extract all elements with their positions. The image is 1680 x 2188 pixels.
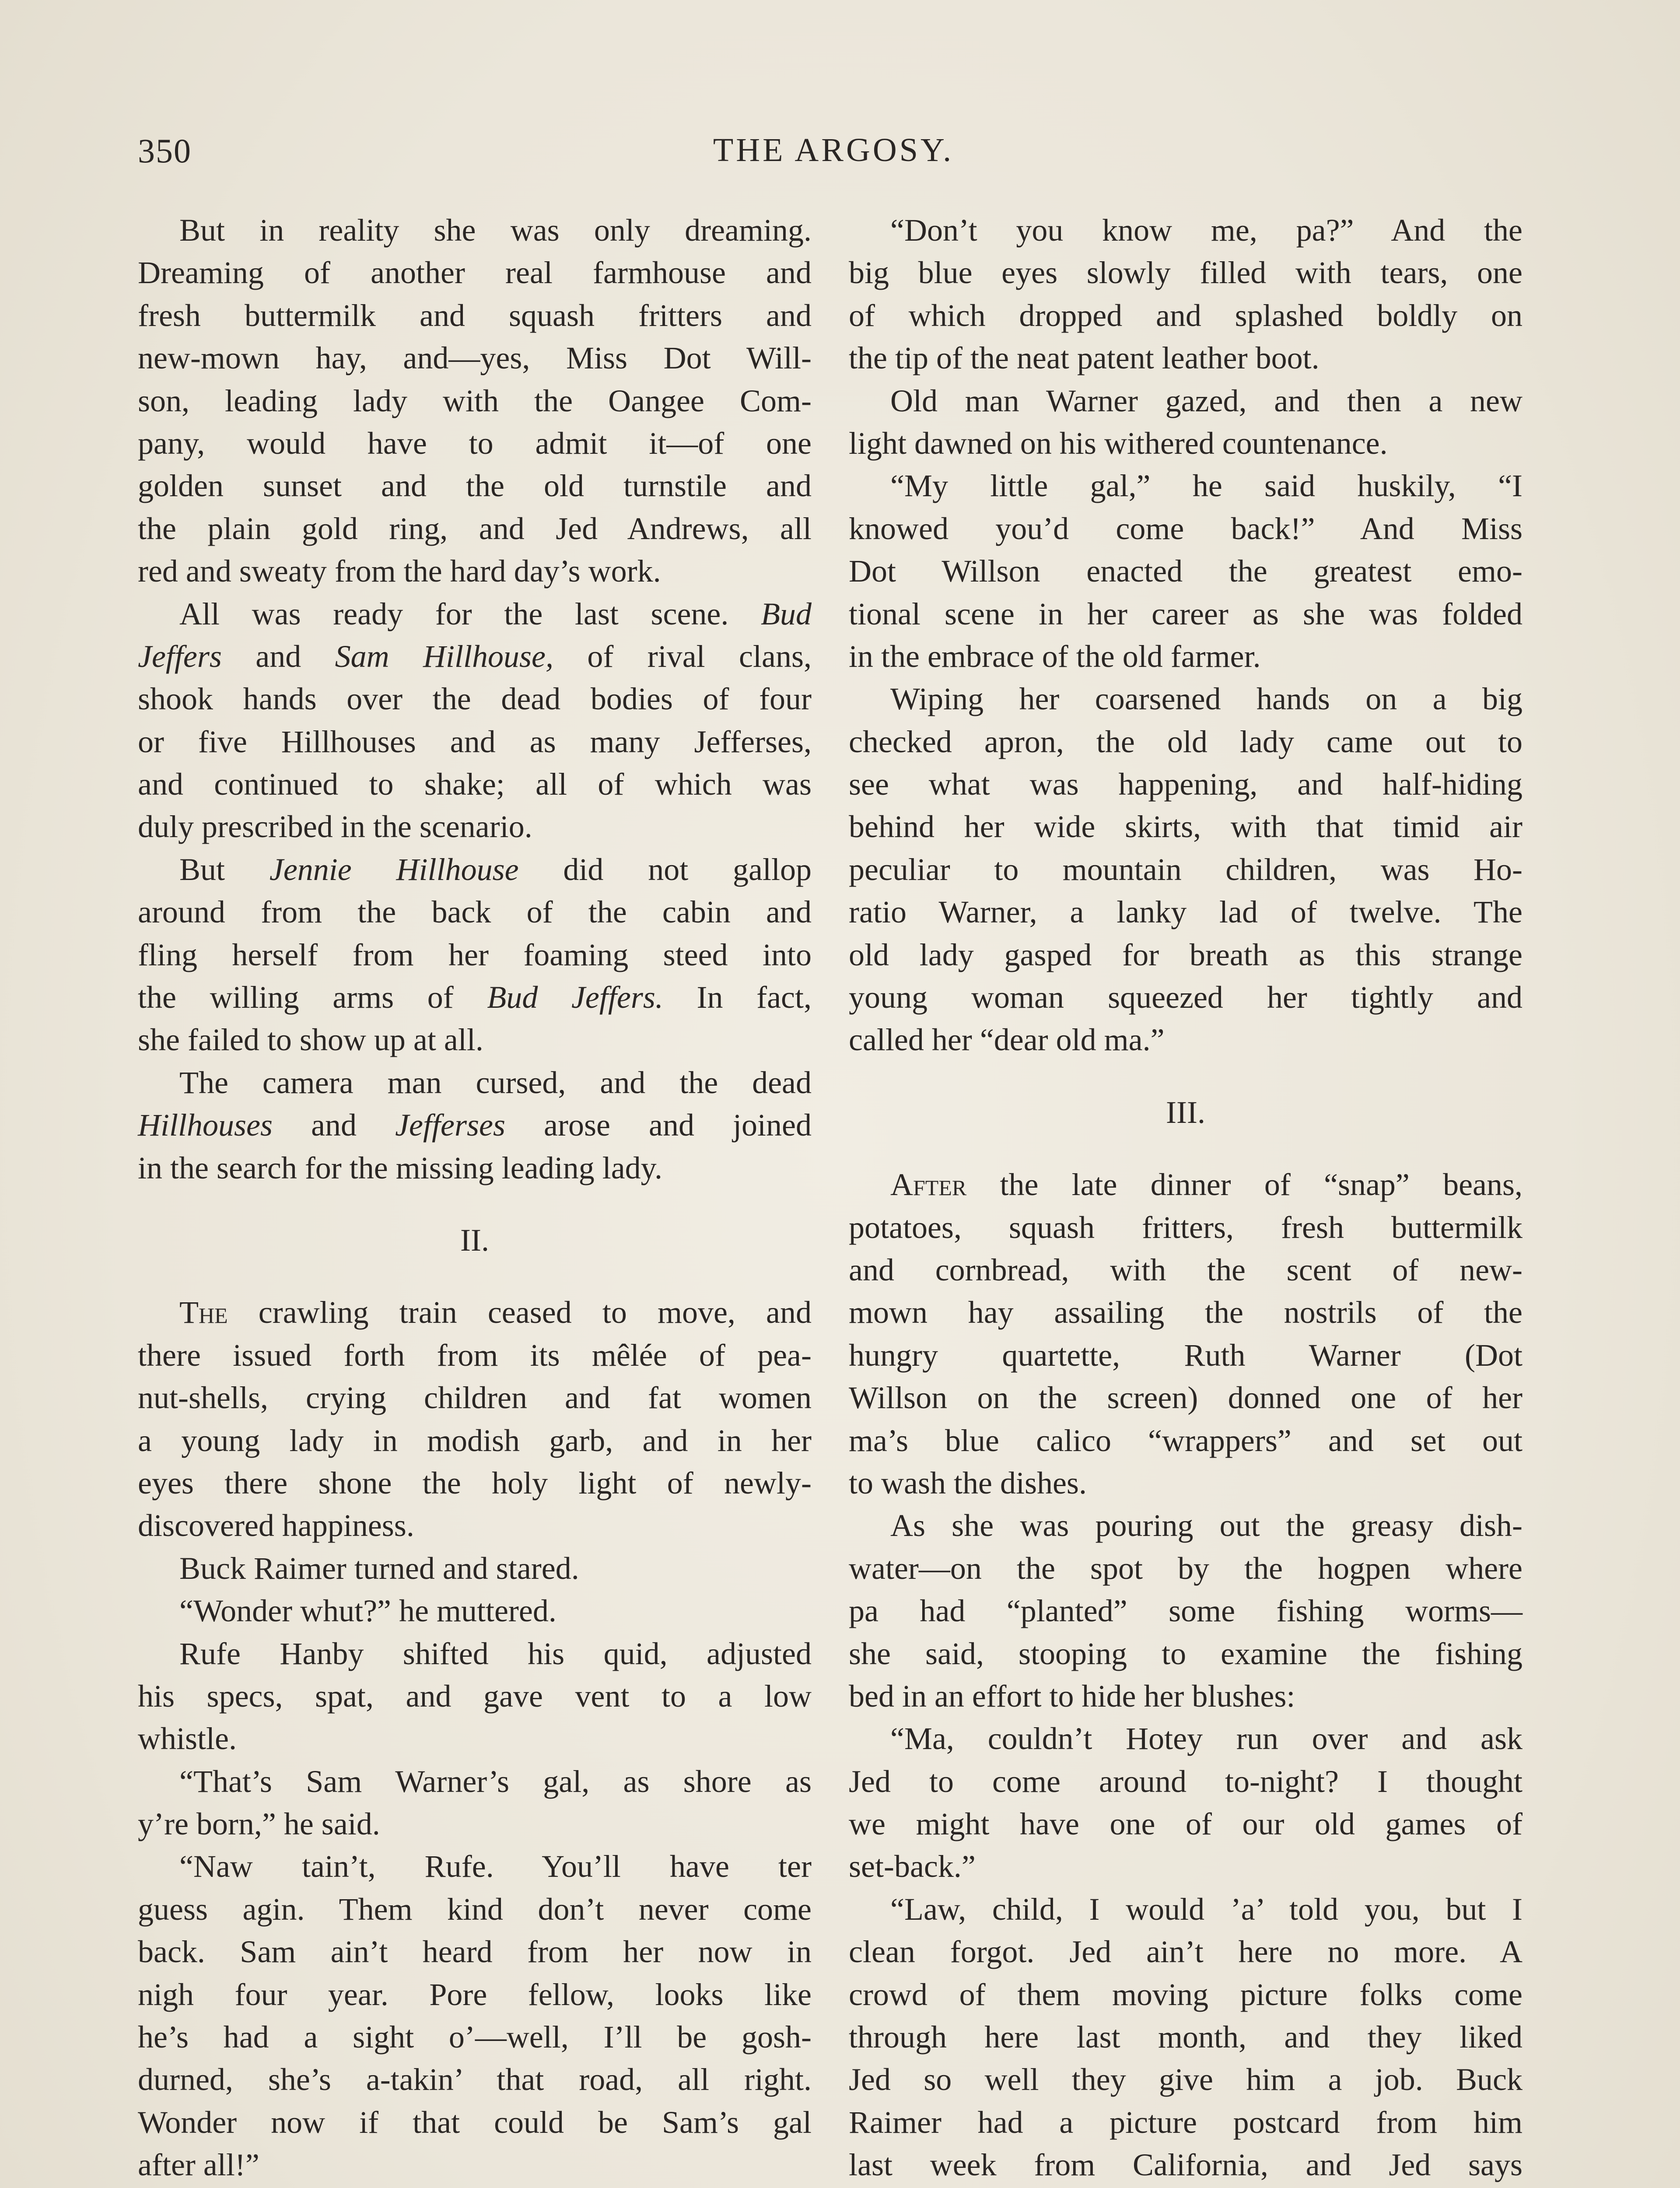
page-number: 350 bbox=[138, 132, 192, 170]
text-line: crowd of them moving picture folks come bbox=[849, 1977, 1522, 2012]
text-line: Dreaming of another real farmhouse and bbox=[138, 255, 812, 291]
text-line: young woman squeezed her tightly and bbox=[849, 980, 1522, 1015]
text-line: The crawling train ceased to move, and bbox=[179, 1295, 812, 1330]
text-line: whistle. bbox=[138, 1721, 237, 1757]
text-line: mown hay assailing the nostrils of the bbox=[849, 1295, 1522, 1330]
section-heading: II. bbox=[460, 1222, 489, 1258]
text-line: duly prescribed in the scenario. bbox=[138, 809, 532, 845]
text-line: “Don’t you know me, pa?” And the bbox=[890, 213, 1522, 248]
section-heading: III. bbox=[1166, 1094, 1205, 1130]
text-line: Buck Raimer turned and stared. bbox=[179, 1550, 579, 1586]
text-line: Rufe Hanby shifted his quid, adjusted bbox=[179, 1636, 812, 1671]
text-line: y’re born,” he said. bbox=[138, 1806, 380, 1842]
text-line: ma’s blue calico “wrappers” and set out bbox=[849, 1423, 1522, 1458]
page-header bbox=[138, 131, 1529, 179]
text-line: Willson on the screen) donned one of her bbox=[849, 1380, 1522, 1416]
section-spacer bbox=[138, 1189, 812, 1219]
text-line: hungry quartette, Ruth Warner (Dot bbox=[849, 1337, 1522, 1373]
text-line: after all!” bbox=[138, 2147, 259, 2183]
text-line: fling herself from her foaming steed into bbox=[138, 937, 812, 972]
text-line: or five Hillhouses and as many Jefferses, bbox=[138, 724, 812, 759]
text-line: fresh buttermilk and squash fritters and bbox=[138, 298, 812, 333]
text-line: water—on the spot by the hogpen where bbox=[849, 1550, 1522, 1586]
text-line: see what was happening, and half-hiding bbox=[849, 767, 1522, 802]
text-line: back. Sam ain’t heard from her now in bbox=[138, 1934, 812, 1970]
text-line: we might have one of our old games of bbox=[849, 1806, 1522, 1842]
text-line: through here last month, and they liked bbox=[849, 2020, 1522, 2055]
text-line: light dawned on his withered countenance. bbox=[849, 425, 1388, 461]
right-column bbox=[849, 209, 1522, 2188]
text-line: “My little gal,” he said huskily, “I bbox=[890, 468, 1522, 504]
text-line: But Jennie Hillhouse did not gallop bbox=[179, 852, 812, 887]
text-line: checked apron, the old lady came out to bbox=[849, 724, 1522, 759]
text-line: the willing arms of Bud Jeffers. In fact, bbox=[138, 980, 812, 1015]
text-line: durned, she’s a-takin’ that road, all right. bbox=[138, 2062, 812, 2097]
text-line: ratio Warner, a lanky lad of twelve. The bbox=[849, 894, 1522, 930]
text-line: in the search for the missing leading lady. bbox=[138, 1150, 663, 1185]
text-line: Hillhouses and Jefferses arose and joined bbox=[138, 1108, 812, 1143]
text-line: Wonder now if that could be Sam’s gal bbox=[138, 2104, 812, 2140]
text-line: nigh four year. Pore fellow, looks like bbox=[138, 1977, 812, 2012]
left-column bbox=[138, 209, 812, 2188]
section-spacer bbox=[849, 1062, 1522, 1091]
text-line: to wash the dishes. bbox=[849, 1465, 1087, 1501]
text-line: pa had “planted” some fishing worms— bbox=[849, 1593, 1522, 1629]
text-line: behind her wide skirts, with that timid air bbox=[849, 809, 1522, 845]
text-line: his specs, spat, and gave vent to a low bbox=[138, 1678, 812, 1714]
text-line: The camera man cursed, and the dead bbox=[179, 1065, 812, 1100]
text-line: Jeffers and Sam Hillhouse, of rival clans, bbox=[138, 638, 812, 674]
text-line: set-back.” bbox=[849, 1849, 976, 1884]
text-line: Old man Warner gazed, and then a new bbox=[890, 383, 1522, 418]
text-line: tional scene in her career as she was folded bbox=[849, 596, 1522, 631]
text-line: golden sunset and the old turnstile and bbox=[138, 468, 812, 504]
text-line: in the embrace of the old farmer. bbox=[849, 638, 1261, 674]
text-line: new-mown hay, and—yes, Miss Dot Will- bbox=[138, 340, 812, 376]
text-line: the tip of the neat patent leather boot. bbox=[849, 340, 1320, 376]
text-line: Jed to come around to-night? I thought bbox=[849, 1764, 1522, 1799]
text-line: nut-shells, crying children and fat women bbox=[138, 1380, 812, 1416]
text-line: Wiping her coarsened hands on a big bbox=[890, 681, 1522, 717]
text-line: peculiar to mountain children, was Ho- bbox=[849, 852, 1522, 887]
text-line: of which dropped and splashed boldly on bbox=[849, 298, 1522, 333]
text-line: discovered happiness. bbox=[138, 1508, 414, 1543]
text-line: “Naw tain’t, Rufe. You’ll have ter bbox=[179, 1849, 812, 1884]
text-line: the plain gold ring, and Jed Andrews, all bbox=[138, 511, 812, 546]
text-line: “Ma, couldn’t Hotey run over and ask bbox=[890, 1721, 1522, 1757]
text-line: As she was pouring out the greasy dish- bbox=[890, 1508, 1522, 1543]
text-line: old lady gasped for breath as this strange bbox=[849, 937, 1522, 972]
section-spacer bbox=[849, 1134, 1522, 1164]
text-line: called her “dear old ma.” bbox=[849, 1022, 1165, 1058]
text-line: bed in an effort to hide her blushes: bbox=[849, 1678, 1295, 1714]
text-line: shook hands over the dead bodies of four bbox=[138, 681, 812, 717]
text-line: and cornbread, with the scent of new- bbox=[849, 1252, 1522, 1287]
section-spacer bbox=[138, 1262, 812, 1291]
text-line: Dot Willson enacted the greatest emo- bbox=[849, 554, 1522, 589]
text-line bbox=[138, 2187, 812, 2188]
text-line: clean forgot. Jed ain’t here no more. A bbox=[849, 1934, 1522, 1970]
text-line: there issued forth from its mêlée of pea- bbox=[138, 1337, 812, 1373]
text-line: pany, would have to admit it—of one bbox=[138, 425, 812, 461]
text-line: she said, stooping to examine the fishing bbox=[849, 1636, 1522, 1671]
text-line: “That’s Sam Warner’s gal, as shore as bbox=[179, 1764, 812, 1799]
text-line: and continued to shake; all of which was bbox=[138, 767, 812, 802]
text-line: Raimer had a picture postcard from him bbox=[849, 2104, 1522, 2140]
text-line: he’s had a sight o’—well, I’ll be gosh- bbox=[138, 2020, 812, 2055]
text-line: “Wonder whut?” he muttered. bbox=[179, 1593, 556, 1629]
text-line: All was ready for the last scene. Bud bbox=[179, 596, 812, 631]
running-head: THE ARGOSY. bbox=[713, 132, 954, 168]
text-line: son, leading lady with the Oangee Com- bbox=[138, 383, 812, 418]
text-line: guess agin. Them kind don’t never come bbox=[138, 1891, 812, 1927]
text-line: knowed you’d come back!” And Miss bbox=[849, 511, 1522, 546]
text-line bbox=[849, 2187, 1522, 2188]
text-line: she failed to show up at all. bbox=[138, 1022, 483, 1058]
text-line: last week from California, and Jed says bbox=[849, 2147, 1522, 2183]
text-line: After the late dinner of “snap” beans, bbox=[890, 1167, 1522, 1203]
text-line: “Law, child, I would ’a’ told you, but I bbox=[890, 1891, 1522, 1927]
text-line: red and sweaty from the hard day’s work. bbox=[138, 554, 661, 589]
text-line: a young lady in modish garb, and in her bbox=[138, 1423, 812, 1458]
text-line: potatoes, squash fritters, fresh buttermilk bbox=[849, 1210, 1522, 1245]
text-line: around from the back of the cabin and bbox=[138, 894, 812, 930]
text-line: big blue eyes slowly filled with tears, one bbox=[849, 255, 1522, 291]
text-line: Jed so well they give him a job. Buck bbox=[849, 2062, 1522, 2097]
text-line: eyes there shone the holy light of newly- bbox=[138, 1465, 812, 1501]
text-line: But in reality she was only dreaming. bbox=[179, 213, 812, 248]
